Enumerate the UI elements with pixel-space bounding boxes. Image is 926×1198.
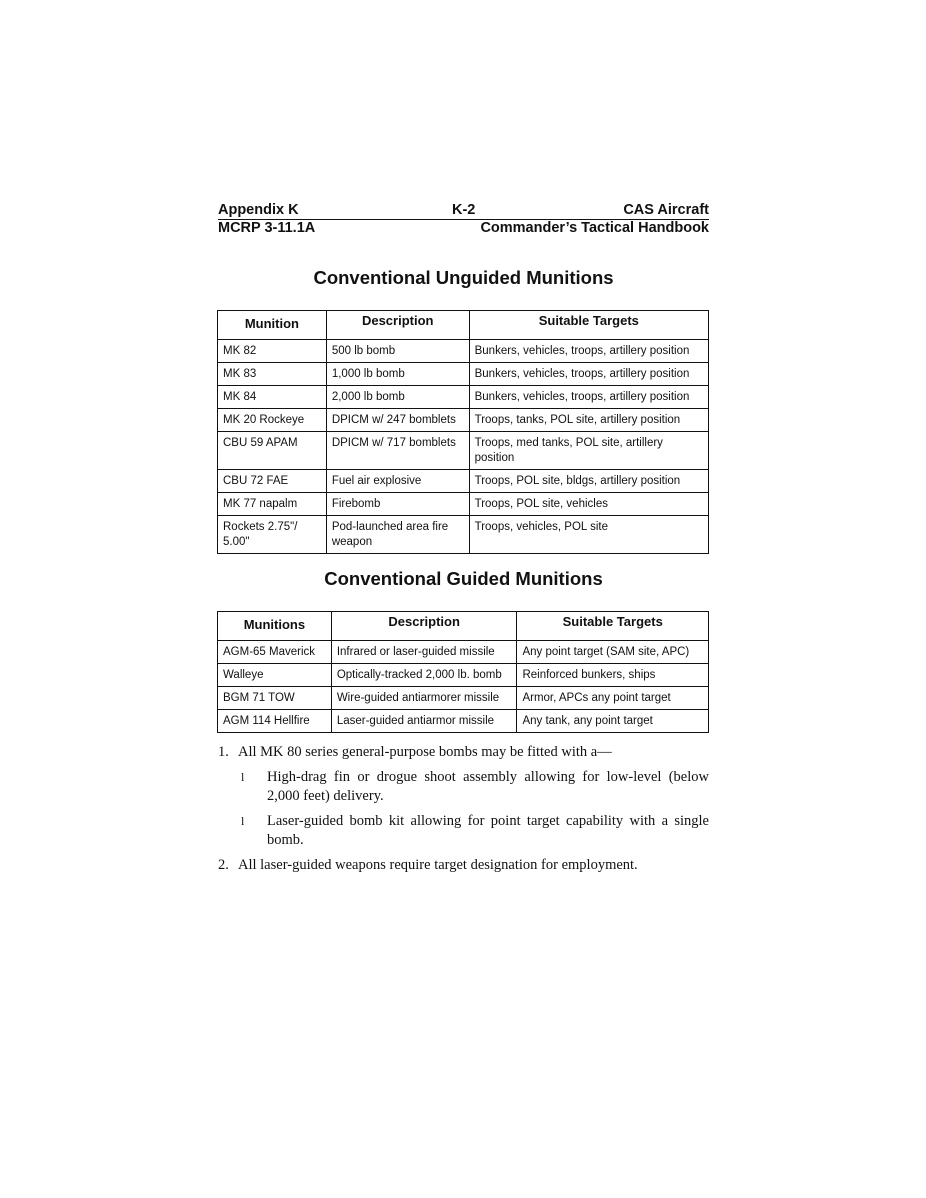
table-row (218, 363, 709, 386)
header-row-1 (218, 202, 709, 220)
cell-munition: MK 84 (218, 386, 327, 409)
column-header-munitions: Munitions (218, 612, 332, 641)
cell-targets: Armor, APCs any point target (517, 687, 709, 710)
column-header-description: Description (331, 612, 517, 641)
note-number: 1. (218, 744, 229, 760)
table-row (218, 409, 709, 432)
notes-list (218, 743, 709, 881)
cell-munition: MK 82 (218, 340, 327, 363)
table-row (218, 641, 709, 664)
cell-description: Optically-tracked 2,000 lb. bomb (331, 664, 517, 687)
cell-targets: Any point target (SAM site, APC) (517, 641, 709, 664)
header-book-title: Commander’s Tactical Handbook (480, 220, 709, 236)
cell-targets: Troops, POL site, vehicles (469, 493, 708, 516)
column-header-targets: Suitable Targets (517, 612, 709, 641)
column-header-targets: Suitable Targets (469, 311, 708, 340)
cell-munition: MK 77 napalm (218, 493, 327, 516)
cell-targets: Bunkers, vehicles, troops, artillery position (469, 340, 708, 363)
table-row (218, 432, 709, 470)
guided-title: Conventional Guided Munitions (324, 568, 603, 589)
cell-targets: Troops, med tanks, POL site, artillery position (469, 432, 708, 470)
table-row (218, 710, 709, 733)
cell-description: Laser-guided antiarmor missile (331, 710, 517, 733)
header-chapter: CAS Aircraft (623, 202, 709, 218)
cell-description: Infrared or laser-guided missile (331, 641, 517, 664)
header-publication: MCRP 3-11.1A (218, 220, 316, 236)
header-row-2 (218, 220, 709, 237)
note-text: All MK 80 series general-purpose bombs may be fitted with a— (238, 744, 612, 760)
note-1-bullet-2 (238, 812, 709, 850)
table-row (218, 493, 709, 516)
bullet-text: High-drag fin or drogue shoot assembly allowing for low-level (below 2,000 feet) delivery. (267, 769, 709, 804)
cell-munition: CBU 72 FAE (218, 470, 327, 493)
cell-description: Firebomb (326, 493, 469, 516)
table-header-row (218, 311, 709, 340)
note-text: All laser-guided weapons require target designation for employment. (238, 857, 638, 873)
bullet-icon: l (241, 770, 245, 784)
table-row (218, 687, 709, 710)
cell-munition: Walleye (218, 664, 332, 687)
bullet-text: Laser-guided bomb kit allowing for point target capability with a single bomb. (267, 813, 709, 848)
header-page-number: K-2 (452, 202, 476, 218)
unguided-title: Conventional Unguided Munitions (313, 267, 614, 288)
cell-targets: Bunkers, vehicles, troops, artillery position (469, 363, 708, 386)
header-appendix: Appendix K (218, 202, 299, 218)
cell-description: Wire-guided antiarmorer missile (331, 687, 517, 710)
cell-description: DPICM w/ 247 bomblets (326, 409, 469, 432)
cell-description: Pod-launched area fire weapon (326, 516, 469, 554)
note-2 (218, 856, 709, 875)
cell-targets: Troops, tanks, POL site, artillery position (469, 409, 708, 432)
unguided-munitions-table (217, 310, 709, 554)
table-header-row (218, 612, 709, 641)
column-header-description: Description (326, 311, 469, 340)
bullet-icon: l (241, 814, 245, 828)
cell-description: Fuel air explosive (326, 470, 469, 493)
table-row (218, 516, 709, 554)
table-row (218, 664, 709, 687)
cell-description: 1,000 lb bomb (326, 363, 469, 386)
cell-munition: MK 83 (218, 363, 327, 386)
cell-munition: CBU 59 APAM (218, 432, 327, 470)
cell-targets: Any tank, any point target (517, 710, 709, 733)
running-header (218, 202, 709, 237)
cell-targets: Bunkers, vehicles, troops, artillery position (469, 386, 708, 409)
table-row (218, 386, 709, 409)
cell-munition: Rockets 2.75"/ 5.00" (218, 516, 327, 554)
cell-targets: Troops, vehicles, POL site (469, 516, 708, 554)
cell-description: 2,000 lb bomb (326, 386, 469, 409)
note-1-bullet-1 (238, 768, 709, 806)
cell-munition: AGM-65 Maverick (218, 641, 332, 664)
cell-munition: MK 20 Rockeye (218, 409, 327, 432)
cell-description: 500 lb bomb (326, 340, 469, 363)
table-row (218, 340, 709, 363)
cell-targets: Reinforced bunkers, ships (517, 664, 709, 687)
cell-munition: BGM 71 TOW (218, 687, 332, 710)
guided-munitions-table (217, 611, 709, 733)
cell-munition: AGM 114 Hellfire (218, 710, 332, 733)
column-header-munition: Munition (218, 311, 327, 340)
cell-targets: Troops, POL site, bldgs, artillery position (469, 470, 708, 493)
note-1 (218, 743, 709, 762)
table-row (218, 470, 709, 493)
note-number: 2. (218, 857, 229, 873)
cell-description: DPICM w/ 717 bomblets (326, 432, 469, 470)
